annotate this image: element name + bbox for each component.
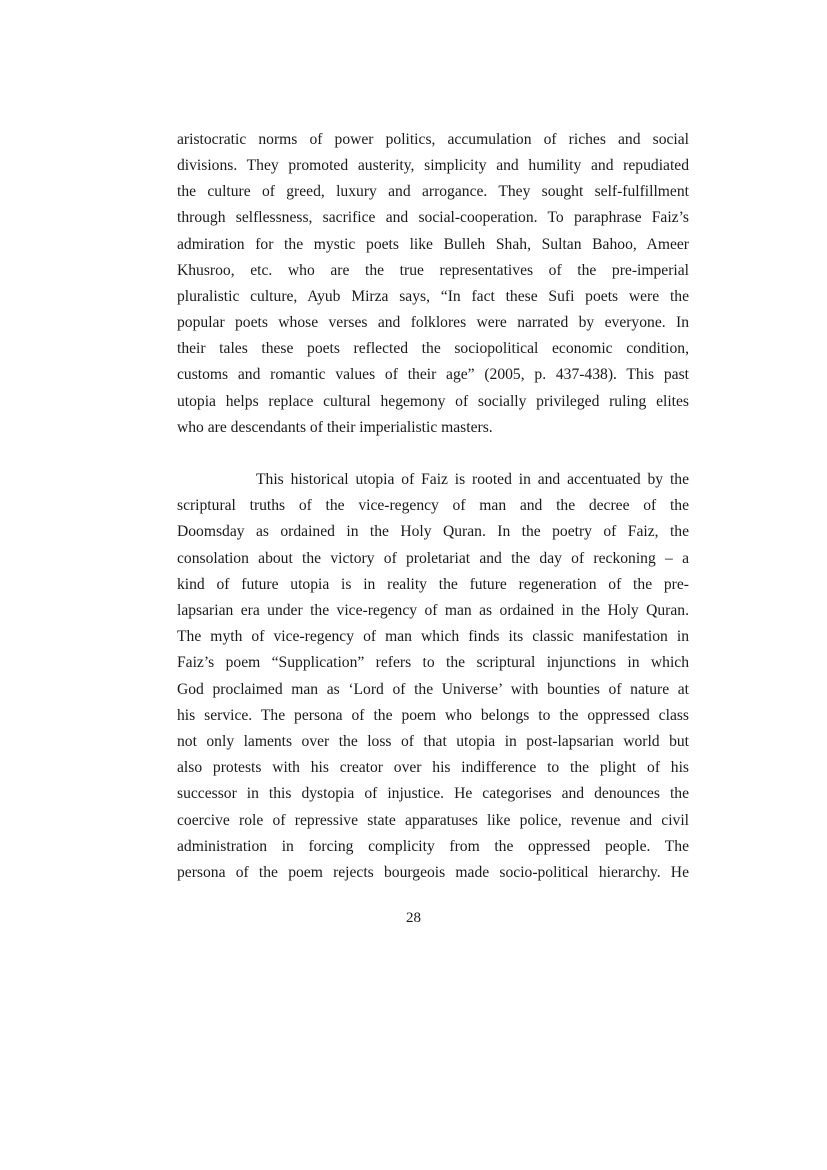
text-line: successor in this dystopia of injustice. He categorises and denounces the: [177, 785, 689, 802]
text-line: scriptural truths of the vice-regency of man and the decree of the: [177, 497, 689, 514]
text-line: the culture of greed, luxury and arrogance. They sought self-fulfillment: [177, 183, 689, 200]
text-line: Khusroo, etc. who are the true representatives of the pre-imperial: [177, 262, 689, 279]
text-line: their tales these poets reflected the sociopolitical economic condition,: [177, 340, 689, 357]
text-line: kind of future utopia is in reality the future regeneration of the pre-: [177, 576, 689, 593]
text-line: his service. The persona of the poem who belongs to the oppressed class: [177, 707, 689, 724]
text-line: persona of the poem rejects bourgeois made socio-political hierarchy. He: [177, 864, 689, 881]
text-line: God proclaimed man as ‘Lord of the Universe’ with bounties of nature at: [177, 681, 689, 698]
page-number: 28: [406, 910, 421, 926]
text-line: not only laments over the loss of that utopia in post-lapsarian world but: [177, 733, 689, 750]
text-line: utopia helps replace cultural hegemony of socially privileged ruling elites: [177, 393, 689, 410]
text-line: through selflessness, sacrifice and social-cooperation. To paraphrase Faiz’s: [177, 209, 689, 226]
text-line: popular poets whose verses and folklores were narrated by everyone. In: [177, 314, 689, 331]
text-line: coercive role of repressive state apparatuses like police, revenue and civil: [177, 812, 689, 829]
text-line: Doomsday as ordained in the Holy Quran. In the poetry of Faiz, the: [177, 523, 689, 540]
text-line: lapsarian era under the vice-regency of man as ordained in the Holy Quran.: [177, 602, 689, 619]
text-line: administration in forcing complicity from the oppressed people. The: [177, 838, 689, 855]
text-line: The myth of vice-regency of man which finds its classic manifestation in: [177, 628, 689, 645]
text-line: pluralistic culture, Ayub Mirza says, “In fact these Sufi poets were the: [177, 288, 689, 305]
text-line: divisions. They promoted austerity, simplicity and humility and repudiated: [177, 157, 689, 174]
text-line: customs and romantic values of their age” (2005, p. 437-438). This past: [177, 366, 689, 383]
text-line: consolation about the victory of proletariat and the day of reckoning – a: [177, 550, 689, 567]
text-line: admiration for the mystic poets like Bulleh Shah, Sultan Bahoo, Ameer: [177, 236, 689, 253]
text-line: who are descendants of their imperialistic masters.: [177, 419, 493, 436]
text-line: also protests with his creator over his indifference to the plight of his: [177, 759, 689, 776]
text-line: This historical utopia of Faiz is rooted in and accentuated by the: [256, 471, 689, 488]
text-line: aristocratic norms of power politics, accumulation of riches and social: [177, 131, 689, 148]
text-line: Faiz’s poem “Supplication” refers to the scriptural injunctions in which: [177, 654, 689, 671]
